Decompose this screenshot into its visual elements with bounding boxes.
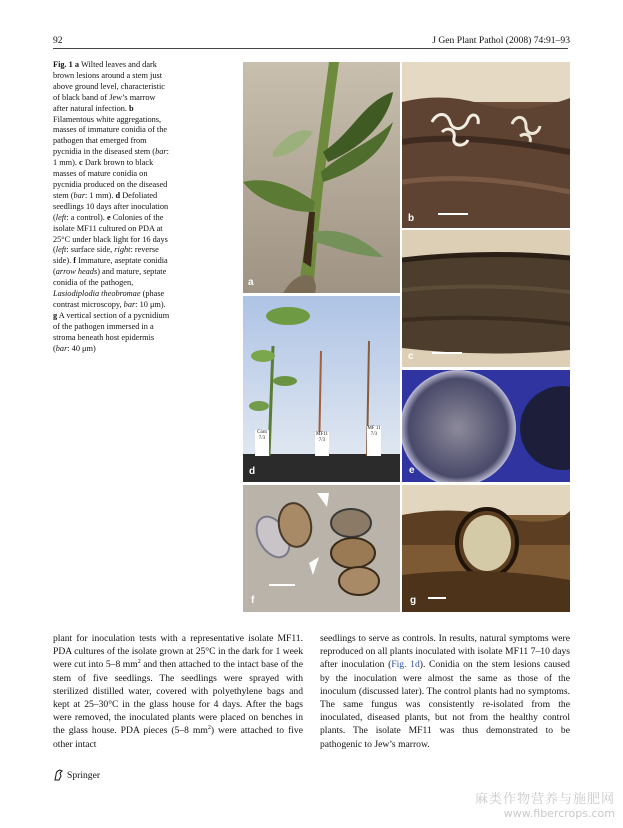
figure-panel-e [402, 370, 570, 482]
figure-panel-b [402, 62, 570, 228]
figure-label: Fig. 1 [53, 60, 73, 69]
figure-panel-f [243, 485, 400, 612]
caption-letter-f: f [73, 256, 77, 266]
caption-letter-e: e [106, 212, 111, 222]
scale-bar-g [428, 597, 446, 599]
watermark-line-1: 麻类作物营养与施肥网 [474, 792, 615, 807]
page-number: 92 [53, 35, 63, 46]
caption-mid-f: ) and mature, septate conidia of the pathogen, [53, 267, 167, 288]
caption-text-d: Defoliated seedlings 10 days after inoculation ( [53, 190, 169, 222]
publisher-footer [53, 769, 100, 781]
body-left-part-2: and then attached to the intact base of the stem of five seedlings. The seedlings were sprayed with sterilized distilled water, covered with polyethylene bags and kept at 25–30°C in the glass house for 4 days. After the bags were removed, the inoculated plants were placed on benches in the glass house. PDA pieces (5–8 mm [53, 659, 303, 737]
springer-horse-icon [53, 769, 64, 781]
panel-label-g: g [410, 595, 417, 606]
body-column-left [53, 632, 303, 751]
caption-mid-e: : surface side, [66, 245, 115, 255]
body-left-part-3: ) were attached to five other intact [53, 725, 303, 750]
caption-bar-g: bar [55, 343, 68, 353]
body-right-part-1: seedlings to serve as controls. In results, natural symptoms were reproduced on all plants inoculated with isolate MF11 7–10 days after inoculation ( [320, 633, 570, 671]
scale-bar-f [269, 584, 295, 586]
figure-caption [53, 60, 171, 354]
panel-label-d: d [249, 466, 256, 477]
body-left-sup-2: 2 [207, 725, 211, 732]
caption-end-d: : a control). [66, 212, 105, 222]
caption-bar-f: bar [123, 299, 136, 309]
caption-bar-b: bar [155, 147, 167, 157]
wilted-stem-photo [243, 62, 400, 293]
panel-label-c: c [408, 351, 414, 362]
watermark-line-2: www.fibercrops.com [503, 807, 615, 820]
panel-label-f: f [251, 595, 255, 606]
figure-reference-link[interactable]: Fig. 1d [391, 659, 420, 671]
body-column-right [320, 632, 570, 751]
scale-bar-b [438, 213, 468, 215]
pda-colonies-photo [402, 370, 570, 482]
scale-bar-c [432, 352, 462, 354]
filamentous-conidia-photo [402, 62, 570, 228]
caption-text-f: Immature, aseptate conidia ( [53, 256, 168, 277]
conidia-micrograph [243, 485, 400, 612]
caption-end-g: : 40 μm) [67, 343, 96, 353]
caption-letter-a: a [74, 60, 80, 69]
body-right-part-2: ). Conidia on the stem lesions caused by the inoculation were almost the same as those of the inoculum (discussed later). The control plants had no symptoms. The same fungus was consistently re-isolated from the inoculated, diseased plants, but not from the healthy control plants. The isolate MF11 was thus demonstrated to be pathogenic to Jew’s marrow. [320, 659, 570, 750]
caption-mid2-f: (phase contrast microscopy, [53, 289, 165, 309]
panel-label-a: a [248, 277, 254, 288]
caption-letter-b: b [129, 103, 134, 113]
caption-end-b: : 1 mm). [53, 147, 169, 168]
caption-end-e: : reverse side). [53, 245, 159, 266]
figure-panel-g [402, 485, 570, 612]
figure-panel-d [243, 296, 400, 482]
pot-tag-mf11-right: MF 11 7/3 [367, 426, 381, 456]
figure-panel-c [402, 230, 570, 367]
caption-left-d: left [55, 212, 67, 222]
caption-end-f: : 10 μm). [135, 299, 166, 309]
caption-species-f: Lasiodiplodia theobromae [53, 289, 141, 299]
caption-left-e: left [55, 245, 67, 255]
body-left-sup-1: 2 [137, 659, 141, 666]
caption-text-a: Wilted leaves and dark brown lesions around a stem just above ground level, characteristic of black band of Jew’s marrow after natural infection. [53, 60, 165, 113]
caption-text-e: Colonies of the isolate MF11 cultured on PDA at 25°C under black light for 16 days ( [53, 212, 168, 255]
caption-arrow-f: arrow heads [55, 267, 98, 277]
dark-conidia-photo [402, 230, 570, 367]
body-left-part-1: plant for inoculation tests with a representative isolate MF11. PDA cultures of the isolate grown at 25°C in the dark for 1 week were cut into 5–8 mm [53, 633, 303, 671]
caption-letter-c: c [79, 158, 83, 168]
running-head: J Gen Plant Pathol (2008) 74:91–93 [432, 35, 570, 46]
header-rule [53, 48, 568, 49]
pot-tag-control: Cont 7/3 [255, 430, 269, 456]
caption-letter-d: d [115, 190, 121, 200]
caption-text-g: A vertical section of a pycnidium of the pathogen immersed in a stroma beneath host epidermis ( [53, 310, 170, 353]
caption-text-b: Filamentous white aggregations, masses of immature conidia of the pathogen that emerged from pycnidia in the diseased stem ( [53, 114, 168, 157]
panel-label-e: e [409, 465, 415, 476]
pot-tag-mf11-mid: MF11 7/3 [315, 432, 329, 456]
caption-bar-c: bar [73, 190, 86, 200]
watermark [475, 788, 615, 820]
caption-right-e: right [114, 245, 131, 255]
figure-panel-a [243, 62, 400, 293]
caption-letter-g: g [53, 310, 58, 320]
publisher-name: Springer [67, 769, 101, 781]
panel-label-b: b [408, 213, 415, 224]
pycnidium-section-photo [402, 485, 570, 612]
caption-end-c: : 1 mm). [85, 190, 114, 200]
caption-text-c: Dark brown to black masses of mature conidia on pycnidia produced on the diseased stem ( [53, 158, 168, 200]
